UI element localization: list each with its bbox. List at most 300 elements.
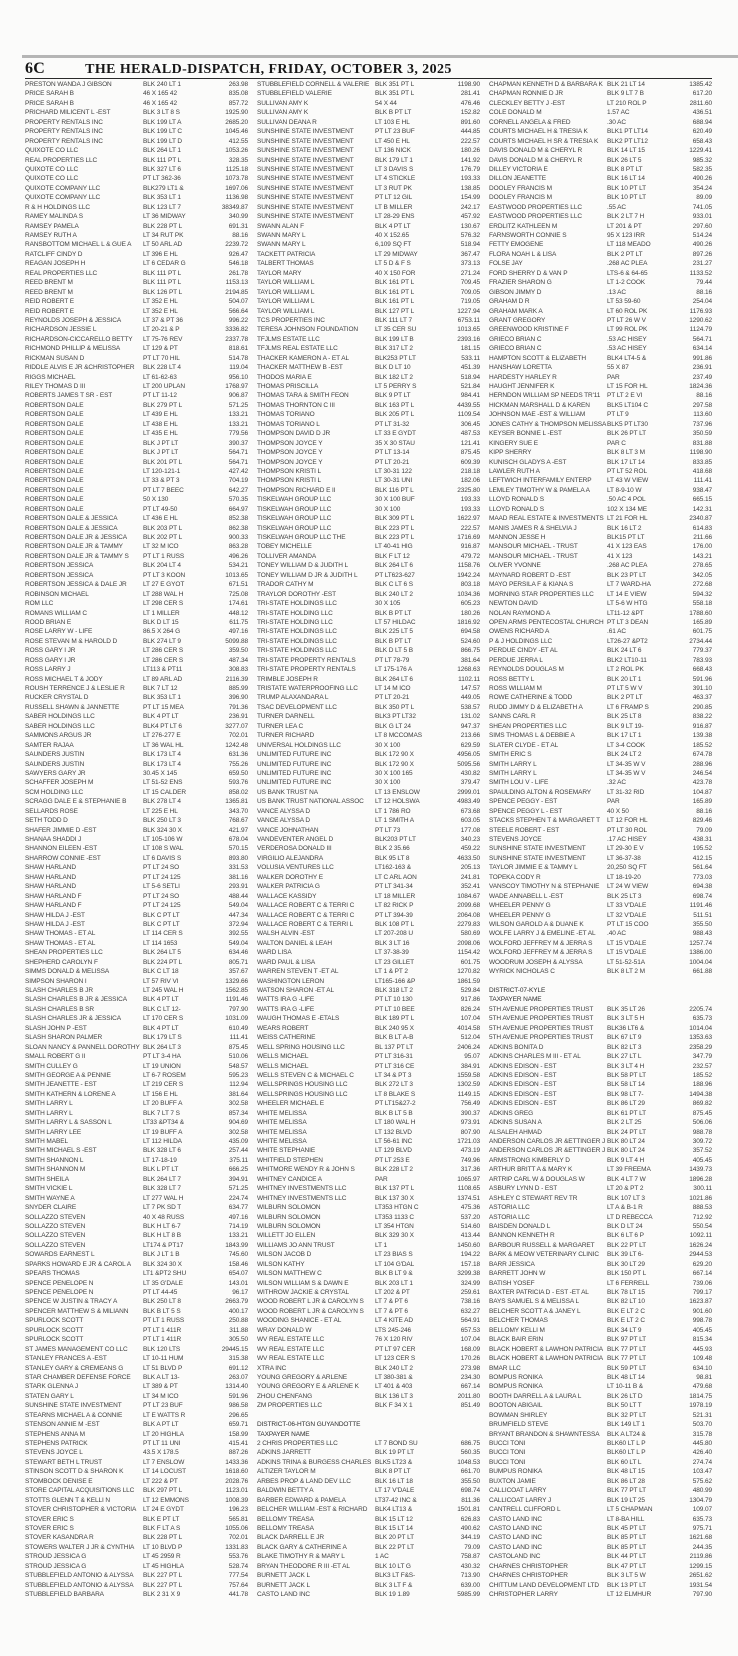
property-description: BLK 8 PT LT (607, 165, 643, 173)
amount-due: 546.18 (228, 260, 248, 268)
taxpayer-name: TRI-STATE HOLDING LLC (257, 618, 333, 626)
amount-due: 1433.36 (225, 1458, 248, 1466)
taxpayer-name: BELCHER SCOTT A & JANEY L (489, 1307, 581, 1315)
property-description: BLK 179 LT S (143, 1034, 182, 1042)
record-row (257, 693, 480, 702)
taxpayer-name: JOHNSON MAE -EST & WILLIAM (489, 411, 586, 419)
taxpayer-name: ROBERTSON DALE JR & TAMMY S (25, 552, 129, 560)
taxpayer-name: STOTTS GLENN T & KELLI N (25, 1496, 111, 1504)
property-description: PT LT 11 UNI (143, 1440, 181, 1447)
record-row (257, 99, 480, 108)
taxpayer-name: PRICE SARAH B (25, 99, 74, 107)
record-row (257, 467, 480, 476)
property-description: LT 219 CER S (143, 1081, 184, 1089)
property-description: LT 20 & PT 2 (607, 1185, 644, 1193)
property-description: PAR (607, 798, 620, 806)
property-description: LT 225 E HL (143, 807, 178, 815)
property-description: BLK 228 LT 2 (375, 1166, 413, 1174)
record-row (489, 1080, 712, 1089)
taxpayer-name: LEMLEY TIMOTHY W & PAMELA A (489, 486, 590, 494)
record-row (257, 1203, 480, 1212)
amount-due: 38349.87 (221, 203, 248, 211)
amount-due: 1816.92 (457, 618, 480, 626)
amount-due: 293.91 (228, 883, 248, 891)
amount-due: 738.16 (460, 1298, 480, 1306)
property-description: LT 33 V'DALE (607, 902, 647, 910)
amount-due: 610.49 (228, 1024, 248, 1032)
taxpayer-name: STEWART BETH L TRUST (25, 1458, 102, 1466)
record-row (25, 439, 248, 448)
record-row (489, 637, 712, 646)
property-description: BLK 25 LT 3 (607, 892, 642, 900)
amount-due: 857.72 (228, 99, 248, 107)
amount-due: 141.92 (460, 156, 480, 164)
amount-due: 185.52 (692, 741, 712, 749)
amount-due: 381.64 (460, 656, 480, 664)
taxpayer-name: ADKINS BONITA D (489, 1043, 544, 1051)
record-row (25, 1109, 248, 1118)
property-description: LT353 HTGN C (375, 1204, 419, 1212)
record-row (257, 892, 480, 901)
amount-due: 831.88 (692, 439, 712, 447)
property-description: LT 10-11 B & (607, 1383, 644, 1391)
record-row (489, 240, 712, 249)
taxpayer-name: THODOS MARIA E (257, 373, 312, 381)
taxpayer-name: CHAPMAN KENNETH D & BARBARA K (489, 81, 603, 88)
amount-due: 95.07 (464, 1053, 480, 1061)
record-row (489, 778, 712, 787)
taxpayer-name: DAVIS DONALD M & CHERYL R (489, 156, 583, 164)
property-description: BLK 353 LT 1 (143, 694, 181, 702)
property-description: LT 210 ROL P (607, 99, 647, 107)
amount-due: 938.47 (692, 486, 712, 494)
property-description: LT A & B-1 R (607, 1204, 643, 1212)
amount-due: 668.43 (692, 666, 712, 674)
record-row (257, 873, 480, 882)
taxpayer-name: REAL PROPERTIES LLC (25, 156, 98, 164)
amount-due: 875.45 (692, 1109, 712, 1117)
property-description: BLK 80 LT 24 (607, 1138, 645, 1145)
amount-due: 165.89 (692, 618, 712, 626)
record-row (489, 127, 712, 136)
amount-due: 496.26 (228, 552, 248, 560)
record-row (489, 1184, 712, 1193)
property-description: BLK A PT LT (143, 1421, 179, 1429)
amount-due: 666.25 (228, 1166, 248, 1174)
record-row (25, 892, 248, 901)
property-description: LT 156 E HL (143, 1090, 178, 1098)
record-row (257, 731, 480, 740)
property-description: BLK203 PT LT (375, 836, 416, 843)
taxpayer-name: HARDESTY HARLEY R (489, 373, 557, 381)
property-description: LT 123 CER S (375, 1355, 416, 1363)
property-description: LT 105-106 W (143, 836, 183, 843)
property-description: BLK 324 30 X (143, 1260, 182, 1268)
record-row (25, 1543, 248, 1552)
amount-due: 211.66 (693, 534, 712, 541)
taxpayer-name: TRAYLOR DOROTHY -EST (257, 590, 337, 598)
record-row (489, 325, 712, 334)
amount-due: 671.51 (228, 581, 248, 589)
amount-due: 1021.86 (689, 1194, 712, 1202)
record-row (257, 127, 480, 136)
taxpayer-name: SOLLAZZO STEVEN (25, 1232, 86, 1240)
taxpayer-name: STARK GLENNA J (25, 1383, 79, 1391)
amount-due: 564.71 (228, 458, 248, 466)
record-row (25, 335, 248, 344)
amount-due: 196.23 (228, 1506, 248, 1514)
taxpayer-name: ARBES PROP & LAND DEV LLC (257, 1477, 351, 1485)
property-description: .268 AC PLEA (607, 562, 648, 570)
amount-due: 6753.11 (457, 316, 480, 324)
taxpayer-name: ROBERTSON JESSICA & DALE JR (25, 581, 127, 589)
amount-due: 1861.59 (457, 977, 480, 985)
taxpayer-name: WILSON GAROLD A & DUANE K (489, 920, 584, 928)
taxpayer-name: 5TH AVENUE PROPERTIES TRUST (489, 1015, 594, 1023)
taxpayer-name: BLACK GARY & CATHERINE A (257, 1543, 347, 1551)
property-description: .53 AC HISEY (607, 345, 647, 353)
record-row (25, 288, 248, 297)
taxpayer-name: FORD SHERRY D & VAN P (489, 269, 568, 277)
property-description: BLK253 PT LT (375, 354, 416, 362)
property-description: BLK 59 PT LT (607, 1364, 647, 1372)
taxpayer-name: HERNDON WILLIAM SP NEEDS TR'11 (489, 392, 601, 400)
amount-due: 504.07 (228, 298, 248, 306)
taxpayer-name: TFJLMS REAL ESTATE LLC (257, 345, 338, 353)
taxpayer-name: SWANN ALAN F (257, 222, 304, 230)
section-heading-label: DISTRICT-06-HTGN GUYANDOTTE (257, 1421, 361, 1429)
amount-due: 998.78 (692, 1317, 712, 1325)
property-description: BLK A LT 13- (143, 1373, 180, 1381)
record-row (257, 788, 480, 797)
taxpayer-name: SMITH CULLEY G (25, 1062, 78, 1070)
property-description: LT 15 FOR HL (607, 383, 648, 390)
taxpayer-name: PRICHARD MILICENT L -EST (25, 109, 111, 117)
amount-due: 1176.93 (689, 307, 712, 315)
record-row (489, 1467, 712, 1476)
record-row (489, 391, 712, 400)
taxpayer-name: 5TH AVENUE PROPERTIES TRUST (489, 1005, 594, 1013)
amount-due: 1622.97 (457, 515, 480, 523)
amount-due: 2999.01 (457, 788, 480, 796)
taxpayer-name: WHEELER MICHAEL E (257, 1100, 325, 1108)
taxpayer-name: THACKER MATTHEW B -EST (257, 364, 343, 372)
taxpayer-name: REED BRENT M (25, 279, 73, 287)
record-row (489, 788, 712, 797)
amount-due: 242.17 (460, 203, 480, 211)
amount-due: 130.67 (460, 222, 480, 230)
records-column-3 (489, 80, 712, 1599)
property-description: PT LT 23 BUF (143, 1402, 183, 1410)
record-row (489, 1420, 712, 1429)
amount-due: 297.60 (692, 222, 712, 230)
amount-due: 975.71 (692, 1524, 712, 1532)
amount-due: 2651.62 (689, 1572, 712, 1580)
property-description: BLK 173 LT 4 (143, 751, 181, 759)
record-row (25, 193, 248, 202)
taxpayer-name: SMITH MABEL (25, 1138, 68, 1145)
record-row (489, 920, 712, 929)
record-row (25, 769, 248, 778)
taxpayer-name: SHANAA SHADDI J (25, 836, 82, 843)
property-description: BLK 61 PT LT (607, 1109, 647, 1117)
taxpayer-name: SETH TODD D (25, 817, 68, 825)
property-description: LT 2 ROL PK (607, 666, 644, 674)
record-row (25, 920, 248, 929)
property-description: BLK 225 LT 5 (375, 628, 413, 636)
property-description: BLK 15 LT 14 (375, 1524, 413, 1532)
property-description: 30 X 100 BUF (375, 496, 415, 504)
row-spacer (489, 977, 712, 986)
section-heading (257, 1430, 480, 1439)
record-row (25, 1203, 248, 1212)
taxpayer-name: BARBER EDWARD & PAMELA (257, 1496, 346, 1504)
record-row (489, 174, 712, 183)
amount-due: 391.10 (692, 685, 712, 692)
amount-due: 1013.65 (457, 326, 480, 334)
record-row (25, 410, 248, 419)
property-description: LT 14 M ICO (375, 685, 411, 692)
record-row (489, 1430, 712, 1439)
record-row (257, 354, 480, 363)
record-row (489, 1345, 712, 1354)
taxpayer-name: FRAZIER SHARON G (489, 279, 552, 287)
record-row (25, 1373, 248, 1382)
property-description: BLK 111 PT L (143, 279, 182, 287)
property-description: LT 23 BIAS S (375, 1251, 413, 1259)
amount-due: 357.52 (692, 1147, 712, 1155)
taxpayer-name: SPEARS THOMAS (25, 1270, 80, 1278)
property-description: LT 19 UNION (143, 1062, 181, 1070)
record-row (257, 807, 480, 816)
taxpayer-name: RIGGS MICHAEL (25, 373, 76, 381)
property-description: BLK 2 PT LT (607, 694, 643, 702)
amount-due: 755.26 (228, 760, 248, 768)
amount-due: 620.49 (692, 128, 712, 136)
amount-due: 170.26 (460, 1355, 480, 1363)
property-description: BLK 13 PT LT (607, 1581, 647, 1589)
taxpayer-name: SIMS THOMAS L & DEBBIE A (489, 732, 575, 740)
amount-due: 2119.86 (689, 1553, 712, 1561)
property-description: LT 180 WAL H (375, 1119, 416, 1127)
amount-due: 154.99 (460, 194, 480, 202)
record-row (489, 439, 712, 448)
property-description: BLK E LT 2 C (607, 1307, 645, 1315)
property-description: LT 18 MILLER (375, 892, 416, 900)
property-description: LT 352 E HL (143, 298, 178, 306)
amount-due: 591.96 (692, 675, 712, 683)
property-description: LT 298 CER S (143, 600, 184, 608)
amount-due: 917.86 (460, 996, 480, 1004)
taxpayer-name: BLACK HOBERT & LAWHON PATRICIA (489, 1345, 604, 1353)
record-row (257, 561, 480, 570)
amount-due: 448.12 (228, 609, 248, 617)
taxpayer-name: THOMPSON KRISTI L (257, 467, 322, 475)
property-description: BLK 4 PT LT (375, 222, 411, 230)
amount-due: 79.09 (464, 1543, 480, 1551)
amount-due: 642.27 (228, 486, 248, 494)
amount-due: 390.37 (460, 1109, 480, 1117)
record-row (25, 1175, 248, 1184)
record-row (257, 863, 480, 872)
property-description: BLK 203 PT L (143, 524, 183, 532)
taxpayer-name: BARBOUR RUSSELL & MARGARET (489, 1241, 595, 1249)
taxpayer-name: REAL PROPERTIES LLC (25, 269, 98, 277)
record-row (25, 1213, 248, 1222)
amount-due: 381.16 (228, 873, 248, 881)
property-description: PT LT 20-21 (375, 694, 410, 702)
amount-due: 354.24 (692, 184, 712, 192)
record-row (25, 873, 248, 882)
record-row (257, 222, 480, 231)
record-row (489, 363, 712, 372)
amount-due: 799.17 (692, 1289, 712, 1296)
taxpayer-name: TRIMBLE JOSEPH R (257, 675, 318, 683)
taxpayer-name: BURNETT JACK L (257, 1581, 311, 1589)
property-description: LT 380-381 & (375, 1373, 413, 1381)
amount-due: 654.07 (228, 1270, 248, 1278)
taxpayer-name: GRIECO BRIAN C (489, 335, 542, 343)
record-row (257, 967, 480, 976)
amount-due: 479.68 (692, 1383, 712, 1391)
amount-due: 988.78 (692, 1128, 712, 1136)
amount-due: 888.53 (692, 1204, 712, 1212)
amount-due: 142.31 (692, 505, 712, 513)
amount-due: 236.91 (692, 364, 712, 372)
record-row (25, 1005, 248, 1014)
taxpayer-name: ROBERTSON DALE (25, 430, 84, 438)
record-row (257, 514, 480, 523)
taxpayer-name: BLACK HOBERT & LAWHON PATRICIA (489, 1355, 604, 1363)
property-description: BLK 24 PT LT (607, 1128, 647, 1136)
amount-due: 480.99 (692, 1487, 712, 1495)
property-description: LT 51-52 ENS (143, 779, 183, 787)
taxpayer-name: SMITH LARRY L & SASSON L (25, 1119, 112, 1127)
record-row (257, 1288, 480, 1297)
taxpayer-name: SULLIVAN AMY K (257, 109, 309, 117)
taxpayer-name: SLASH JOHN P -EST (25, 1024, 87, 1032)
property-description: LT 3-4 COOK (607, 741, 646, 749)
taxpayer-name: ALTIZER TAYLOR M (257, 1468, 316, 1476)
property-description: LT 34 M ICO (143, 1392, 179, 1400)
record-row (257, 882, 480, 891)
amount-due: 176.00 (692, 543, 712, 551)
record-row (257, 1109, 480, 1118)
amount-due: 2393.16 (457, 335, 480, 343)
amount-due: 691.31 (228, 222, 248, 230)
taxpayer-name: ROM LLC (25, 600, 54, 608)
property-description: PT LT 24 125 (143, 902, 181, 910)
record-row (257, 1222, 480, 1231)
record-row (489, 939, 712, 948)
property-description: LT 36 WAL HL (143, 741, 184, 749)
record-row (489, 1071, 712, 1080)
record-row (489, 1279, 712, 1288)
masthead: THE HERALD-DISPATCH, FRIDAY, OCTOBER 3, 2025 (85, 62, 452, 77)
taxpayer-name: RICHMOND PHILLIP & MELISSA (25, 345, 121, 353)
record-row (257, 1439, 480, 1448)
amount-due: 384.91 (460, 1062, 480, 1070)
amount-due: 818.61 (228, 345, 248, 353)
record-row (489, 675, 712, 684)
record-row (257, 1033, 480, 1042)
amount-due: 88.16 (696, 392, 712, 400)
property-description: LT 207-208 U (375, 930, 413, 938)
taxpayer-name: COLE DONALD M (489, 109, 542, 117)
amount-due: 1721.03 (457, 1138, 480, 1145)
record-row (257, 382, 480, 391)
taxpayer-name: STUBBLEFIELD BARBARA (25, 1591, 104, 1598)
record-row (257, 609, 480, 618)
amount-due: 657.53 (460, 1326, 480, 1334)
property-description: BLK 16 LT 2 (607, 524, 642, 532)
property-description: BLK4 LT13 & (375, 1506, 413, 1514)
record-row (257, 580, 480, 589)
taxpayer-name: ROBERTSON DALE (25, 420, 84, 428)
taxpayer-name: WOLFE LARRY J & EMELINE -ET AL (489, 930, 596, 938)
record-row (25, 156, 248, 165)
amount-due: 222.57 (460, 137, 480, 145)
record-row (489, 401, 712, 410)
record-row (489, 1269, 712, 1278)
property-description: LTS 245-246 (375, 1326, 411, 1334)
record-row (25, 1392, 248, 1401)
taxpayer-name: VANCE ALYSSA D (257, 817, 310, 825)
property-description: PT LT 23 BUF (375, 128, 415, 136)
taxpayer-name: ROSS WILLIAM M (489, 685, 542, 692)
record-row (489, 580, 712, 589)
record-row (257, 307, 480, 316)
property-description: BLK C PT LT (143, 920, 180, 928)
property-description: LT 27 E GYOT (143, 581, 185, 589)
taxpayer-name: BUCCI TONI (489, 1449, 526, 1457)
record-row (489, 1231, 712, 1240)
property-description: 86.5 X 264 G (143, 628, 181, 636)
record-row (257, 1080, 480, 1089)
property-description: LT 10-11 HUM (143, 1355, 184, 1363)
record-row (25, 826, 248, 835)
record-row (257, 1543, 480, 1552)
amount-due: 739.06 (692, 1279, 712, 1287)
taxpayer-name: SMITH LARRY L (489, 769, 537, 777)
record-row (25, 80, 248, 89)
property-description: LT 19 BUFF A (143, 1128, 183, 1136)
property-description: BLK 3 LT 16 (375, 939, 410, 947)
property-description: BLK D LT 15 (143, 618, 179, 626)
record-row (257, 458, 480, 467)
amount-due: 405.45 (692, 1326, 712, 1334)
record-row (489, 193, 712, 202)
record-row (257, 344, 480, 353)
record-row (257, 1250, 480, 1259)
amount-due: 702.01 (228, 1534, 248, 1542)
taxpayer-name: STEARNS MICHAEL A & CONNIE (25, 1411, 123, 1419)
amount-due: 1227.94 (457, 307, 480, 315)
taxpayer-name: LLOYD RONALD S (489, 505, 544, 513)
record-row (489, 542, 712, 551)
taxpayer-name: DILLEY VICTORIA E (489, 165, 548, 173)
record-row (489, 514, 712, 523)
taxpayer-name: SPENCE PEGGY - EST (489, 798, 558, 806)
amount-due: 857.34 (228, 1109, 248, 1117)
property-description: LT 8-9-10 W (607, 486, 642, 494)
property-description: LT1 &PT2 SHU (143, 1270, 187, 1278)
amount-due: 537.20 (460, 1213, 480, 1221)
amount-due: 897.26 (692, 250, 712, 258)
record-row (489, 382, 712, 391)
record-row (489, 269, 712, 278)
record-row (489, 1477, 712, 1486)
